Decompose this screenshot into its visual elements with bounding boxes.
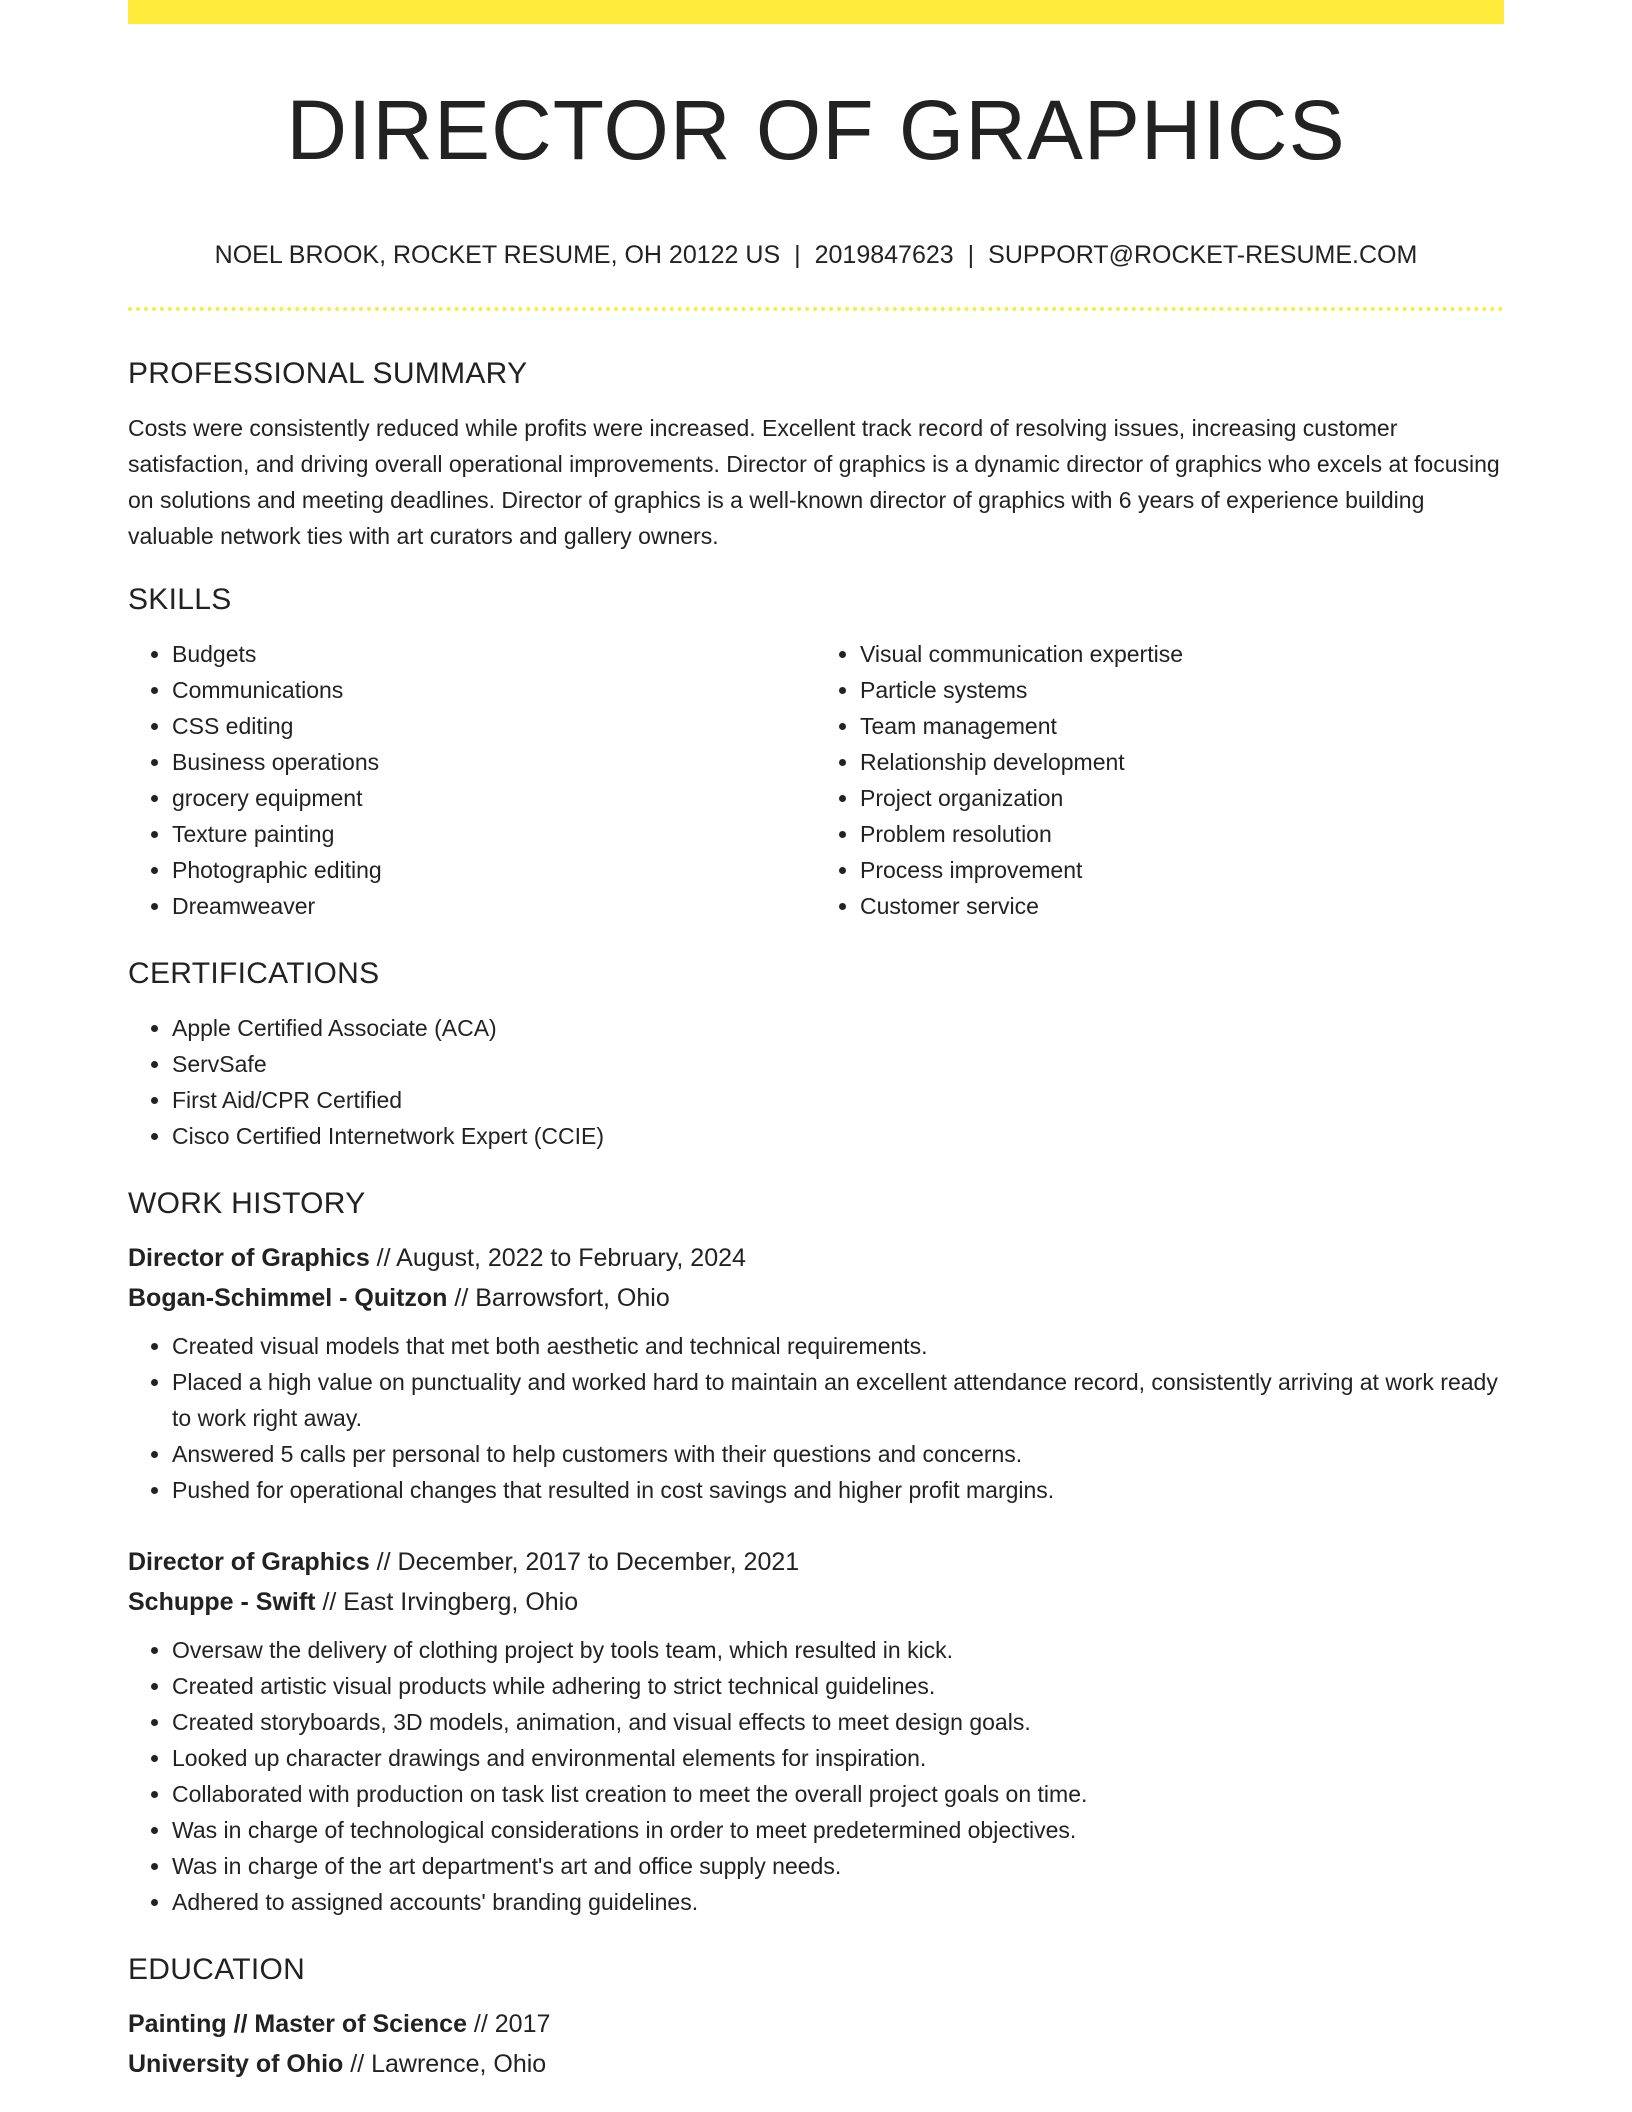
skill-item: • Relationship development [860, 744, 1504, 780]
skill-item: • grocery equipment [172, 780, 816, 816]
skill-item: • Business operations [172, 744, 816, 780]
skill-item: • Problem resolution [860, 816, 1504, 852]
job-dates: // December, 2017 to December, 2021 [369, 1548, 800, 1576]
skill-item: • Team management [860, 708, 1504, 744]
job-company: Schuppe - Swift [128, 1588, 316, 1616]
work-history-heading: WORK HISTORY [128, 1187, 366, 1220]
summary-text: Costs were consistently reduced while profits were increased. Excellent track record of resolving issues, increasing customer satisfaction, and driving overall operational improvements. Director of graphics is a dynamic director of graphics who excels at focusing on solutions and meeting deadlines. Director of graphics is a well-known director of graphics with 6 years of experience building valuable network ties with art curators and gallery owners. [128, 415, 1500, 549]
resume-title: DIRECTOR OF GRAPHICS [286, 83, 1346, 177]
job-role: Director of Graphics [128, 1244, 370, 1272]
contact-address: NOEL BROOK, ROCKET RESUME, OH 20122 US [214, 241, 781, 269]
contact-separator: | [967, 241, 975, 269]
job-bullet: • Was in charge of the art department's art and office supply needs. [172, 1848, 1504, 1884]
certifications-heading: CERTIFICATIONS [128, 957, 380, 990]
job-bullet: • Created visual models that met both aesthetic and technical requirements. [172, 1328, 1504, 1364]
education-school: University of Ohio [128, 2050, 344, 2078]
skill-item: • Texture painting [172, 816, 816, 852]
job-location: // East Irvingberg, Ohio [315, 1588, 579, 1616]
education-degree: Painting // Master of Science [128, 2010, 467, 2038]
skill-item: • CSS editing [172, 708, 816, 744]
resume-content [128, 352, 1504, 2084]
skill-item: • Dreamweaver [172, 888, 816, 924]
job-bullet: • Pushed for operational changes that resulted in cost savings and higher profit margins. [172, 1472, 1504, 1508]
certification-item: • Cisco Certified Internetwork Expert (CCIE) [172, 1118, 1504, 1154]
education-heading: EDUCATION [128, 1953, 306, 1986]
skill-item: • Particle systems [860, 672, 1504, 708]
job-entry [128, 1238, 1504, 1508]
education-school-line [128, 2044, 1504, 2084]
job-bullet: • Created storyboards, 3D models, animation, and visual effects to meet design goals. [172, 1704, 1504, 1740]
certification-item: • ServSafe [172, 1046, 1504, 1082]
job-bullets [128, 1632, 1504, 1920]
skill-item: • Customer service [860, 888, 1504, 924]
job-bullets [128, 1328, 1504, 1508]
job-bullet: • Looked up character drawings and environmental elements for inspiration. [172, 1740, 1504, 1776]
skills-heading: SKILLS [128, 583, 232, 616]
job-location: // Barrowsfort, Ohio [447, 1284, 670, 1312]
job-company-line [128, 1582, 1504, 1622]
certifications-list [128, 1010, 1504, 1154]
job-bullet: • Oversaw the delivery of clothing project by tools team, which resulted in kick. [172, 1632, 1504, 1668]
summary-heading: PROFESSIONAL SUMMARY [128, 357, 528, 390]
header-accent-bar [128, 0, 1504, 24]
skills-list-right [816, 636, 1504, 924]
skill-item: • Communications [172, 672, 816, 708]
job-dates: // August, 2022 to February, 2024 [369, 1244, 746, 1272]
education-degree-line [128, 2004, 1504, 2044]
skill-item: • Process improvement [860, 852, 1504, 888]
job-company-line [128, 1278, 1504, 1318]
job-bullet: • Was in charge of technological considerations in order to meet predetermined objectives. [172, 1812, 1504, 1848]
skill-item: • Budgets [172, 636, 816, 672]
certifications-section [128, 952, 1504, 1154]
work-history-section [128, 1182, 1504, 1920]
job-bullet: • Answered 5 calls per personal to help customers with their questions and concerns. [172, 1436, 1504, 1472]
certification-item: • First Aid/CPR Certified [172, 1082, 1504, 1118]
contact-line [128, 236, 1504, 274]
summary-section [128, 352, 1504, 554]
certification-item: • Apple Certified Associate (ACA) [172, 1010, 1504, 1046]
job-company: Bogan-Schimmel - Quitzon [128, 1284, 448, 1312]
job-bullet: • Adhered to assigned accounts' branding guidelines. [172, 1884, 1504, 1920]
skills-columns [128, 636, 1504, 924]
job-entry [128, 1542, 1504, 1920]
education-year: // 2017 [466, 2010, 551, 2038]
education-section [128, 1948, 1504, 2084]
contact-email: SUPPORT@ROCKET-RESUME.COM [988, 241, 1418, 269]
job-title-line [128, 1238, 1504, 1278]
dotted-divider [128, 307, 1504, 311]
education-entry [128, 2004, 1504, 2084]
skill-item: • Visual communication expertise [860, 636, 1504, 672]
skills-section [128, 578, 1504, 924]
contact-phone: 2019847623 [814, 241, 954, 269]
job-bullet: • Created artistic visual products while adhering to strict technical guidelines. [172, 1668, 1504, 1704]
job-bullet: • Placed a high value on punctuality and worked hard to maintain an excellent attendance record, consistently arriving at work ready to work right away. [172, 1364, 1504, 1436]
job-bullet: • Collaborated with production on task list creation to meet the overall project goals on time. [172, 1776, 1504, 1812]
job-role: Director of Graphics [128, 1548, 370, 1576]
job-title-line [128, 1542, 1504, 1582]
skill-item: • Project organization [860, 780, 1504, 816]
contact-separator: | [794, 241, 801, 269]
education-location: // Lawrence, Ohio [343, 2050, 547, 2078]
skill-item: • Photographic editing [172, 852, 816, 888]
skills-list-left [128, 636, 816, 924]
